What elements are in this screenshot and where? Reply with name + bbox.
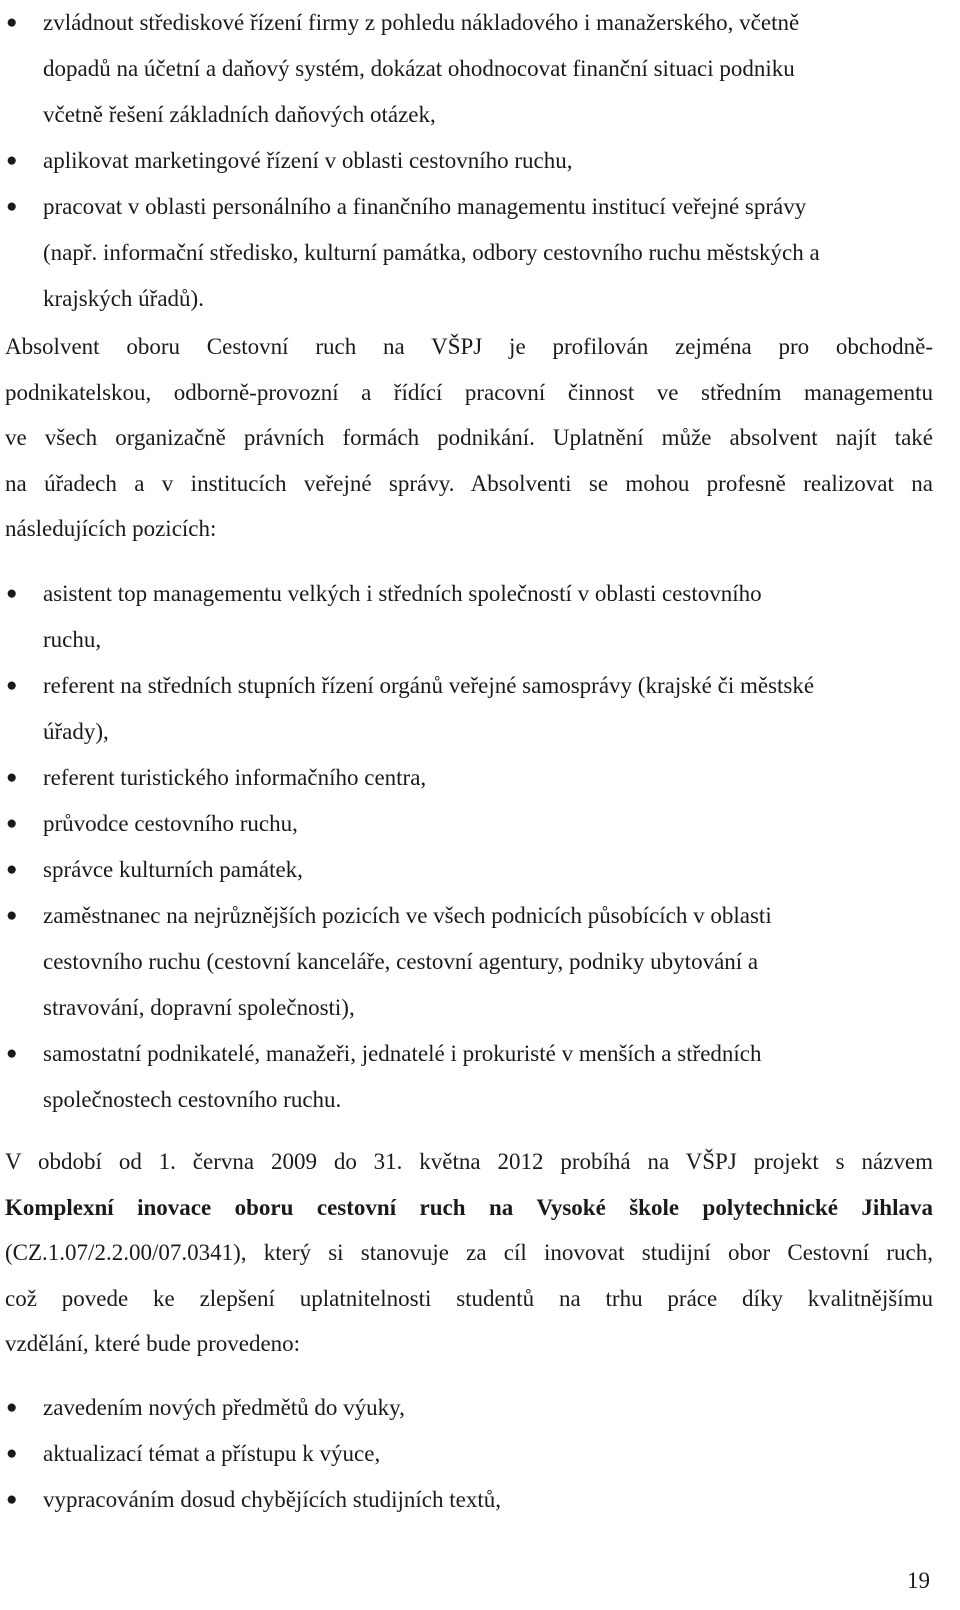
list-item [0,663,939,755]
paragraph-graduate-profile [5,324,933,552]
list-item [0,1031,939,1123]
bullet-icon: ● [6,905,18,926]
list-item-line: včetně řešení základních daňových otázek, [43,102,436,127]
list-item [0,1385,939,1431]
bullet-icon: ● [6,1397,18,1418]
list-item [0,1431,939,1477]
bullet-icon: ● [6,1043,18,1064]
list-item-line: vypracováním dosud chybějících studijních textů, [43,1487,501,1512]
list-item-line: zavedením nových předmětů do výuky, [43,1395,405,1420]
list-item [0,571,939,663]
bullet-icon: ● [6,1489,18,1510]
list-item-line: pracovat v oblasti personálního a finančního managementu institucí veřejné správy [43,194,807,219]
paragraph-line: (CZ.1.07/2.2.00/07.0341), který si stanovuje za cíl inovovat studijní obor Cestovní ruch, [5,1240,933,1265]
list-item-line: referent turistického informačního centra, [43,765,427,790]
list-item [0,1477,939,1523]
list-item-line: asistent top managementu velkých i středních společností v oblasti cestovního [43,581,762,606]
bullet-icon: ● [6,767,18,788]
paragraph-line: ve všech organizačně právních formách podnikání. Uplatnění může absolvent najít také [5,425,933,450]
paragraph-line: podnikatelskou, odborně-provozní a řídící pracovní činnost ve středním managementu [5,379,933,405]
list-item-line: samostatní podnikatelé, manažeři, jednatelé i prokuristé v menších a středních [43,1041,762,1066]
list-item-line: správce kulturních památek, [43,857,303,882]
bullet-icon: ● [6,150,18,171]
list-item-line: krajských úřadů). [43,286,204,311]
paragraph-line: na úřadech a v institucích veřejné správy. Absolventi se mohou profesně realizovat na [5,470,933,496]
list-item [0,184,939,322]
bullet-icon: ● [6,196,18,217]
bullet-list-competencies [0,0,939,322]
bullet-icon: ● [6,12,18,33]
list-item-line: referent na středních stupních řízení orgánů veřejné samosprávy (krajské či městské [43,673,815,698]
list-item-line: aplikovat marketingové řízení v oblasti cestovního ruchu, [43,148,573,173]
project-title: Komplexní inovace oboru cestovní ruch na Vysoké škole polytechnické Jihlava [5,1194,933,1220]
list-item-line: zvládnout střediskové řízení firmy z pohledu nákladového i manažerského, včetně [43,10,800,35]
bullet-icon: ● [6,675,18,696]
list-item [0,893,939,1031]
paragraph-line: následujících pozicích: [5,516,217,541]
page-number: 19 [907,1568,930,1593]
paragraph-line: vzdělání, které bude provedeno: [5,1331,301,1356]
list-item-line: průvodce cestovního ruchu, [43,811,298,836]
paragraph-line: V období od 1. června 2009 do 31. května 2012 probíhá na VŠPJ projekt s názvem [5,1149,933,1174]
list-item-line: společnostech cestovního ruchu. [43,1087,342,1112]
bullet-icon: ● [6,1443,18,1464]
list-item-line: aktualizací témat a přístupu k výuce, [43,1441,381,1466]
paragraph-line: Absolvent oboru Cestovní ruch na VŠPJ je profilován zejména pro obchodně- [5,334,933,359]
bullet-list-positions [0,571,939,1123]
list-item [0,138,939,184]
bullet-list-project-activities [0,1385,939,1523]
bullet-icon: ● [6,859,18,880]
paragraph-project [5,1139,933,1367]
list-item-line: dopadů na účetní a daňový systém, dokázat ohodnocovat finanční situaci podniku [43,56,795,81]
list-item-line: stravování, dopravní společnosti), [43,995,355,1020]
paragraph-line: což povede ke zlepšení uplatnitelnosti studentů na trhu práce díky kvalitnějšímu [5,1285,933,1311]
list-item [0,755,939,801]
list-item-line: ruchu, [43,627,102,652]
bullet-icon: ● [6,813,18,834]
bullet-icon: ● [6,583,18,604]
list-item-line: úřady), [43,719,109,744]
list-item [0,801,939,847]
list-item [0,847,939,893]
list-item-line: (např. informační středisko, kulturní památka, odbory cestovního ruchu městských a [43,240,820,265]
list-item [0,0,939,138]
list-item-line: zaměstnanec na nejrůznějších pozicích ve všech podnicích působících v oblasti [43,903,772,928]
list-item-line: cestovního ruchu (cestovní kanceláře, cestovní agentury, podniky ubytování a [43,949,759,974]
